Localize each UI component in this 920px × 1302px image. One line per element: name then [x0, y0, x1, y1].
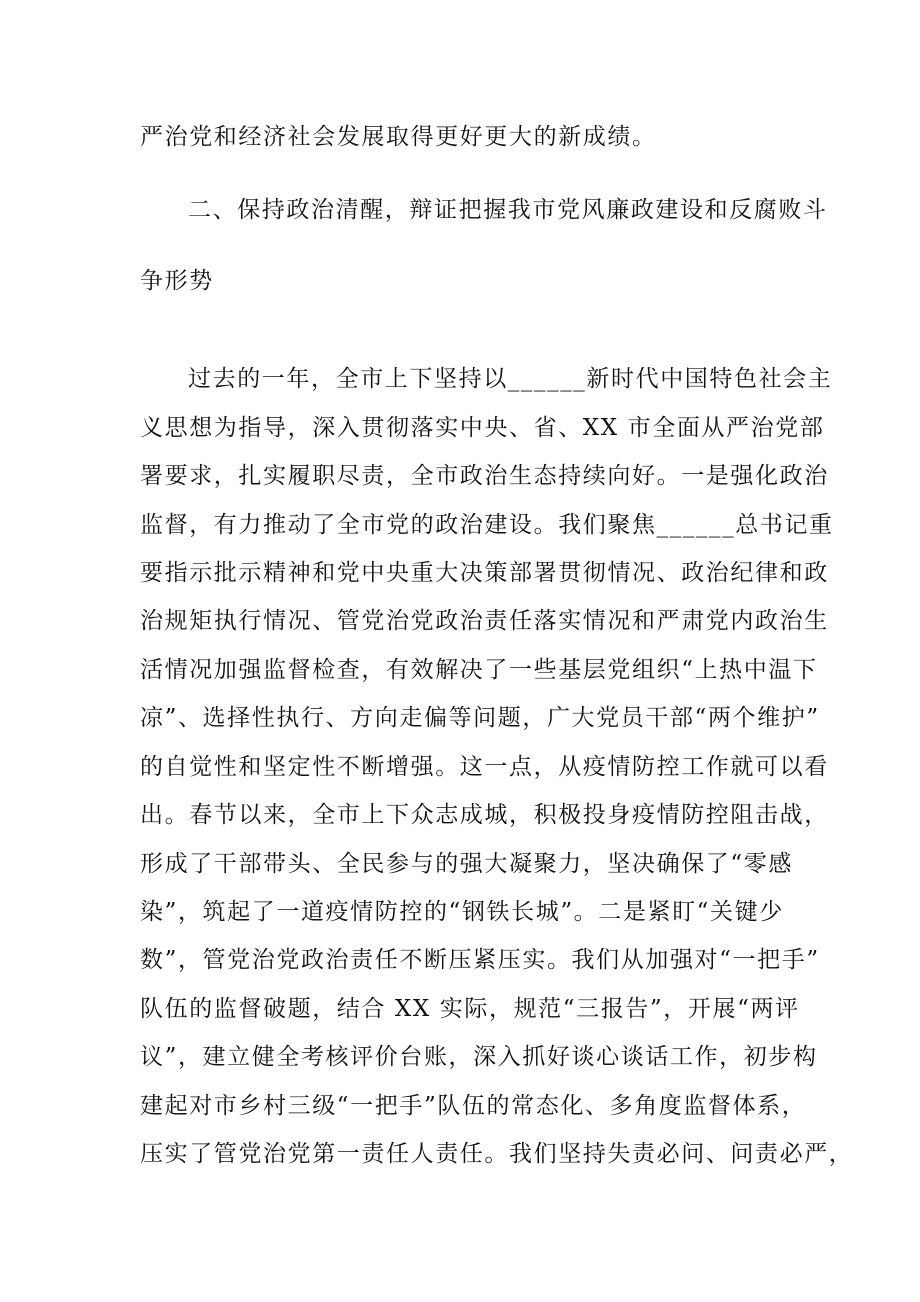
paragraph-line: 的自觉性和坚定性不断增强。这一点，从疫情防控工作就可以看 — [140, 754, 829, 780]
paragraph-line: 建起对市乡村三级“一把手”队伍的常态化、多角度监督体系， — [140, 1093, 807, 1119]
paragraph-line: 形成了干部带头、全民参与的强大凝聚力，坚决确保了“零感 — [140, 851, 793, 877]
paragraph-line: 治规矩执行情况、管党治党政治责任落实情况和严肃党内政治生 — [140, 608, 829, 634]
paragraph-line: 数”，管党治党政治责任不断压紧压实。我们从加强对“一把手” — [140, 947, 820, 973]
paragraph-line: 义思想为指导，深入贯彻落实中央、省、XX 市全面从严治党部 — [140, 415, 825, 441]
intro-line: 严治党和经济社会发展取得更好更大的新成绩。 — [140, 124, 657, 150]
paragraph-line: 出。春节以来，全市上下众志成城，积极投身疫情防控阻击战， — [140, 802, 829, 828]
paragraph-line: 议”，建立健全考核评价台账，深入抓好谈心谈话工作，初步构 — [140, 1044, 818, 1070]
paragraph-line: 过去的一年，全市上下坚持以______新时代中国特色社会主 — [188, 366, 833, 392]
paragraph-line: 要指示批示精神和党中央重大决策部署贯彻情况、政治纪律和政 — [140, 560, 829, 586]
paragraph-line: 队伍的监督破题，结合 XX 实际，规范“三报告”，开展“两评 — [140, 996, 800, 1022]
section-heading-line-2: 争形势 — [140, 268, 214, 294]
paragraph-line: 活情况加强监督检查，有效解决了一些基层党组织“上热中温下 — [140, 657, 818, 683]
paragraph-line: 署要求，扎实履职尽责，全市政治生态持续向好。一是强化政治 — [140, 463, 829, 489]
paragraph-line: 压实了管党治党第一责任人责任。我们坚持失责必问、问责必严， — [140, 1141, 854, 1167]
paragraph-line: 染”，筑起了一道疫情防控的“钢铁长城”。二是紧盯“关键少 — [140, 899, 784, 925]
paragraph-line: 凉”、选择性执行、方向走偏等问题，广大党员干部“两个维护” — [140, 705, 820, 731]
section-heading-line-1: 二、保持政治清醒，辩证把握我市党风廉政建设和反腐败斗 — [188, 197, 828, 223]
paragraph-line: 监督，有力推动了全市党的政治建设。我们聚焦______总书记重 — [140, 512, 834, 538]
